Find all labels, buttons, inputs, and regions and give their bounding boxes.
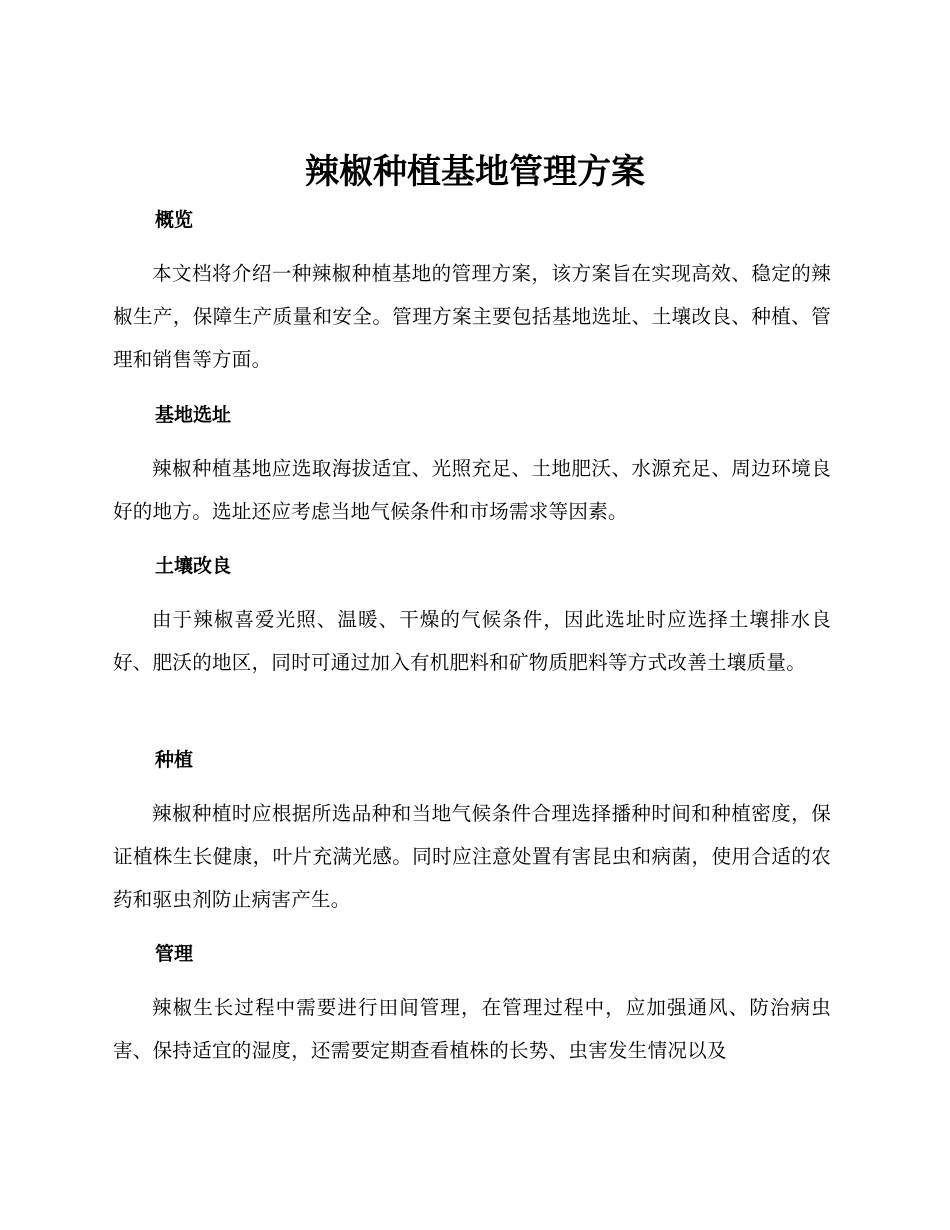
section-paragraph-soil-improvement: 由于辣椒喜爱光照、温暖、干燥的气候条件，因此选址时应选择土壤排水良好、肥沃的地区，同时可通过加入有机肥料和矿物质肥料等方式改善土壤质量。 xyxy=(113,608,831,674)
section-heading-planting: 种植 xyxy=(155,749,194,771)
section-paragraph-planting: 辣椒种植时应根据所选品种和当地气候条件合理选择播种时间和种植密度，保证植株生长健康，叶片充满光感。同时应注意处置有害昆虫和病菌，使用合适的农药和驱虫剂防止病害产生。 xyxy=(113,802,831,911)
section-heading-site-selection: 基地选址 xyxy=(155,404,232,426)
section-heading-soil-improvement: 土壤改良 xyxy=(155,555,232,577)
section-paragraph-site-selection: 辣椒种植基地应选取海拔适宜、光照充足、土地肥沃、水源充足、周边环境良好的地方。选址还应考虑当地气候条件和市场需求等因素。 xyxy=(113,457,831,523)
section-paragraph-overview: 本文档将介绍一种辣椒种植基地的管理方案，该方案旨在实现高效、稳定的辣椒生产，保障生产质量和安全。管理方案主要包括基地选址、土壤改良、种植、管理和销售等方面。 xyxy=(113,262,831,371)
section-heading-management: 管理 xyxy=(155,943,194,965)
section-paragraph-management: 辣椒生长过程中需要进行田间管理，在管理过程中，应加强通风、防治病虫害、保持适宜的湿度，还需要定期查看植株的长势、虫害发生情况以及 xyxy=(113,996,831,1062)
document-title: 辣椒种植基地管理方案 xyxy=(305,152,645,192)
section-heading-overview: 概览 xyxy=(155,209,194,231)
